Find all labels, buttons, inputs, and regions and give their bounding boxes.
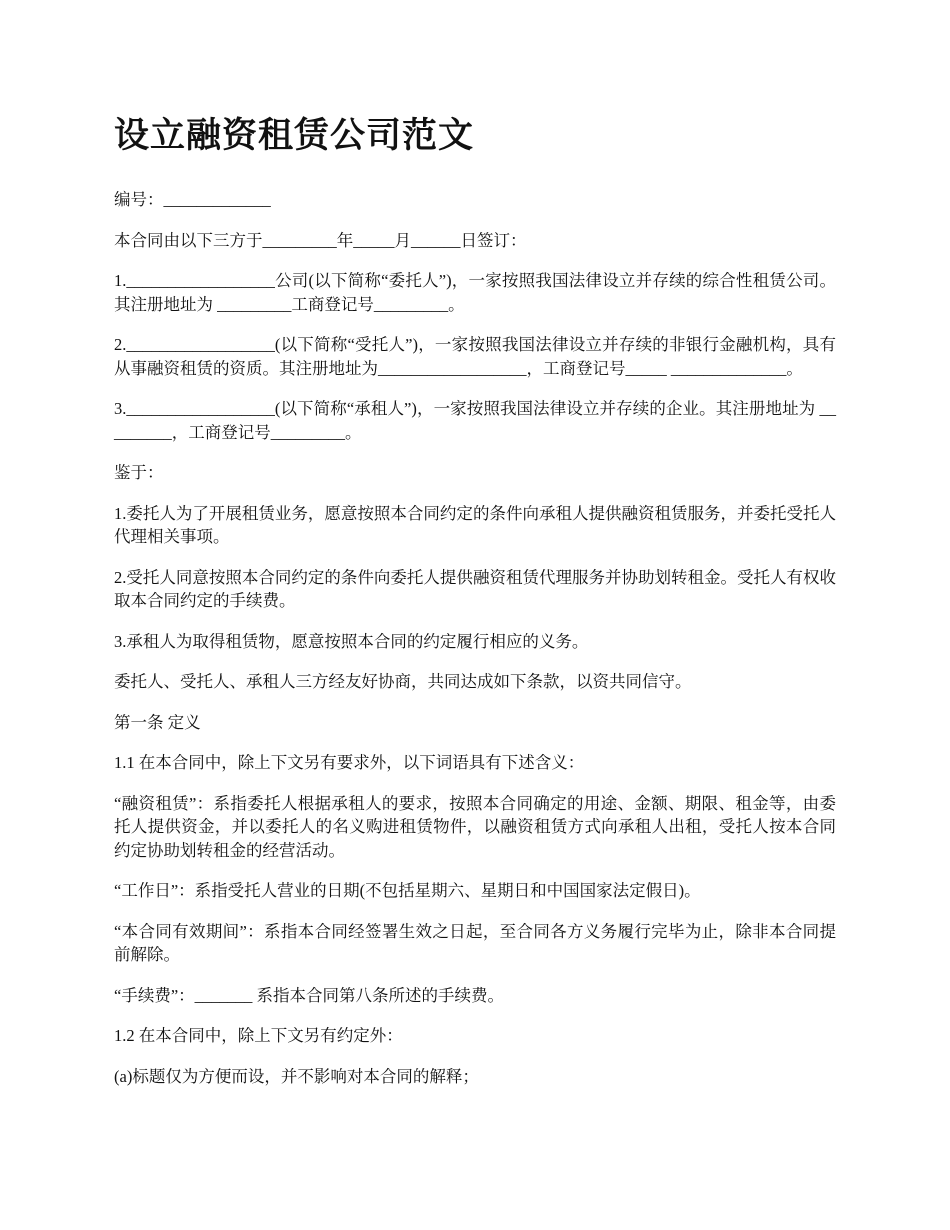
signing-date-line: 本合同由以下三方于_________年_____月______日签订： (114, 230, 527, 250)
definition-working-day: “工作日”：系指受托人营业的日期(不包括星期六、星期日和中国国家法定假日)。 (114, 881, 701, 900)
article-1-heading: 第一条 定义 (114, 712, 201, 732)
whereas-heading: 鉴于： (114, 463, 164, 482)
party-trustee: 2.__________________(以下简称“受托人”)，一家按照我国法律设立并存续的非银行金融机构，具有从事融资租赁的资质。其注册地址为__________________，工商登记号_____ ______________。 (114, 335, 836, 378)
definition-fee: “手续费”：_______ 系指本合同第八条所述的手续费。 (114, 985, 505, 1005)
definition-financial-leasing: “融资租赁”：系指委托人根据承租人的要求，按照本合同确定的用途、金额、期限、租金等，由委托人提供资金，并以委托人的名义购进租赁物件，以融资租赁方式向承租人出租，受托人按本合同约定协助划转租金的经营活动。 (114, 793, 836, 860)
document-page (114, 110, 836, 1105)
contract-number: 编号：_____________ (114, 190, 271, 209)
clause-1-2: 1.2 在本合同中，除上下文另有约定外： (114, 1026, 403, 1045)
party-principal: 1.__________________公司(以下简称“委托人”)，一家按照我国法律设立并存续的综合性租赁公司。其注册地址为 _________工商登记号_________。 (114, 271, 836, 314)
whereas-clause-3: 3.承租人为取得租赁物，愿意按照本合同的约定履行相应的义务。 (114, 631, 589, 651)
clause-1-1: 1.1 在本合同中，除上下文另有要求外，以下词语具有下述含义： (114, 753, 585, 772)
whereas-clause-1: 1.委托人为了开展租赁业务，愿意按照本合同约定的条件向承租人提供融资租赁服务，并委托受托人代理相关事项。 (114, 503, 836, 546)
clause-1-2-a: (a)标题仅为方便而设，并不影响对本合同的解释； (114, 1066, 479, 1086)
whereas-clause-2: 2.受托人同意按照本合同约定的条件向委托人提供融资租赁代理服务并协助划转租金。受托人有权收取本合同约定的手续费。 (114, 567, 836, 610)
party-lessee: 3.__________________(以下简称“承租人”)，一家按照我国法律设立并存续的企业。其注册地址为 _________，工商登记号_________。 (114, 399, 836, 442)
document-title: 设立融资租赁公司范文 (114, 116, 475, 155)
agreement-statement: 委托人、受托人、承租人三方经友好协商，共同达成如下条款，以资共同信守。 (114, 672, 692, 691)
definition-validity-period: “本合同有效期间”：系指本合同经签署生效之日起，至合同各方义务履行完毕为止，除非本合同提前解除。 (114, 921, 836, 964)
